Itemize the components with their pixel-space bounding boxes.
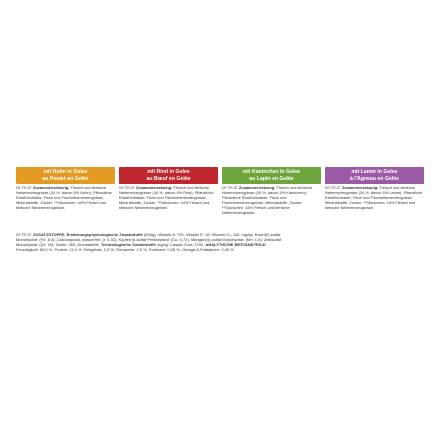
variant-column-beef (119, 167, 218, 215)
country-codes: DE FR AT (222, 186, 238, 190)
composition-body: Fleisch und tierische Nebenerzeugnisse (34 %, davon 8% Huhn), Pflanzliche Eiweißextrakte, Fisch und Fischnebenerzeugnisse, Mineralstoffe, Zucker. **Stückchen: 44% Fleisch und tierische Nebenerzeugnisse. (16, 185, 112, 210)
variant-banner (16, 167, 115, 184)
analysis-text: Feuchtigkeit: 82,0 %, Protein: 11,0 %, Fettgehalt: 2,3 %, Rohasche: 2,5 %, Rohfaser: 0,05 %, Omega-6-Fettsäuren: 0,40 %. (16, 246, 235, 252)
banner-line-de: mit Kaninchen in Gelee (242, 169, 301, 176)
country-codes: DE FR AT (16, 186, 32, 190)
tech-additives-text: mg/kg: Cassia Gum: 2700. (156, 241, 205, 247)
variant-banner (325, 167, 424, 184)
tech-additives-heading: Technologische Zusatzstoffe (101, 241, 156, 247)
composition-heading: Zusammensetzung: (238, 185, 276, 190)
banner-line-de: mit Rind in Gelee (147, 169, 190, 176)
additives-heading: ZUSATZSTOFFE: (32, 232, 66, 237)
composition-heading: Zusammensetzung: (32, 185, 70, 190)
country-codes: DE FR AT (16, 233, 32, 237)
banner-line-de: mit Lamm in Gelee (351, 169, 398, 176)
variant-column-rabbit (222, 167, 321, 215)
additives-subheading: Ernährungsphysiologische Zusatzstoffe (66, 232, 143, 237)
composition-text (222, 186, 321, 215)
composition-text (325, 186, 424, 211)
composition-heading: Zusammensetzung: (341, 185, 379, 190)
composition-text (16, 186, 115, 211)
composition-body: Fleisch und tierische Nebenerzeugnisse (34 %, davon 4% Kaninchen), Pflanzliche Eiweißextrakte, Fisch und Fischnebenerzeugnisse, Mineralstoffe, Zucker. **Stückchen: 44% Fleisch und tierische Nebenerzeugnisse. (222, 185, 313, 215)
composition-body: Fleisch und tierische Nebenerzeugnisse (34 %, davon 4% Lamm), Pflanzliche Eiweißextrakte, Fisch und Fischnebenerzeugnisse, Mineralstoffe, Zucker. **Stückchen: 44% Fleisch und tierische Nebenerzeugnisse. (325, 185, 423, 210)
country-codes: DE FR AT (119, 186, 135, 190)
composition-heading: Zusammensetzung: (135, 185, 173, 190)
country-codes: DE FR AT (325, 186, 341, 190)
banner-line-fr: au Poulet en Gelée (42, 175, 89, 182)
analysis-heading: ANALYTISCHE BESTANDTEILE: (205, 241, 267, 247)
banner-line-fr: au Lapin en Gelée (249, 175, 294, 182)
banner-line-fr: au Bœuf en Gelée (146, 175, 191, 182)
additives-analysis-block (16, 233, 286, 253)
banner-line-fr: à l'Agneau en Gelée (349, 175, 400, 182)
variant-column-lamb (325, 167, 424, 215)
variant-column-chicken (16, 167, 115, 215)
variant-banner (222, 167, 321, 184)
variant-columns (16, 167, 424, 215)
banner-line-de: mit Huhn in Gelee (43, 169, 88, 176)
additives-text: (IE/kg): Vitamin A: 720, Vitamin E: 16; Vitamin D₃: 110; mg/kg: Eisen(II)-sulfat Monohydrat: (Fe: 8,3); Calciumjodat, wasserfrei: (I: 0,31); Kupfer(II)-sulfat Pentahydrat: (Cu: 0,72); Mangan(II)-sulfat Monohydrat: (Mn: 1,6); Zinksulfat Monohydrat: (Zn: 15); Taurin: 453. Aromastoffe. (16, 232, 281, 247)
composition-body: Fleisch und tierische Nebenerzeugnisse (34 %, davon 4% Rind), Pflanzliche Eiweißextrakte, Fisch und Fischnebenerzeugnisse, Mineralstoffe, Zucker. **Stückchen: 44% Fleisch und tierische Nebenerzeugnisse. (119, 185, 214, 210)
variant-banner (119, 167, 218, 184)
composition-text (119, 186, 218, 211)
